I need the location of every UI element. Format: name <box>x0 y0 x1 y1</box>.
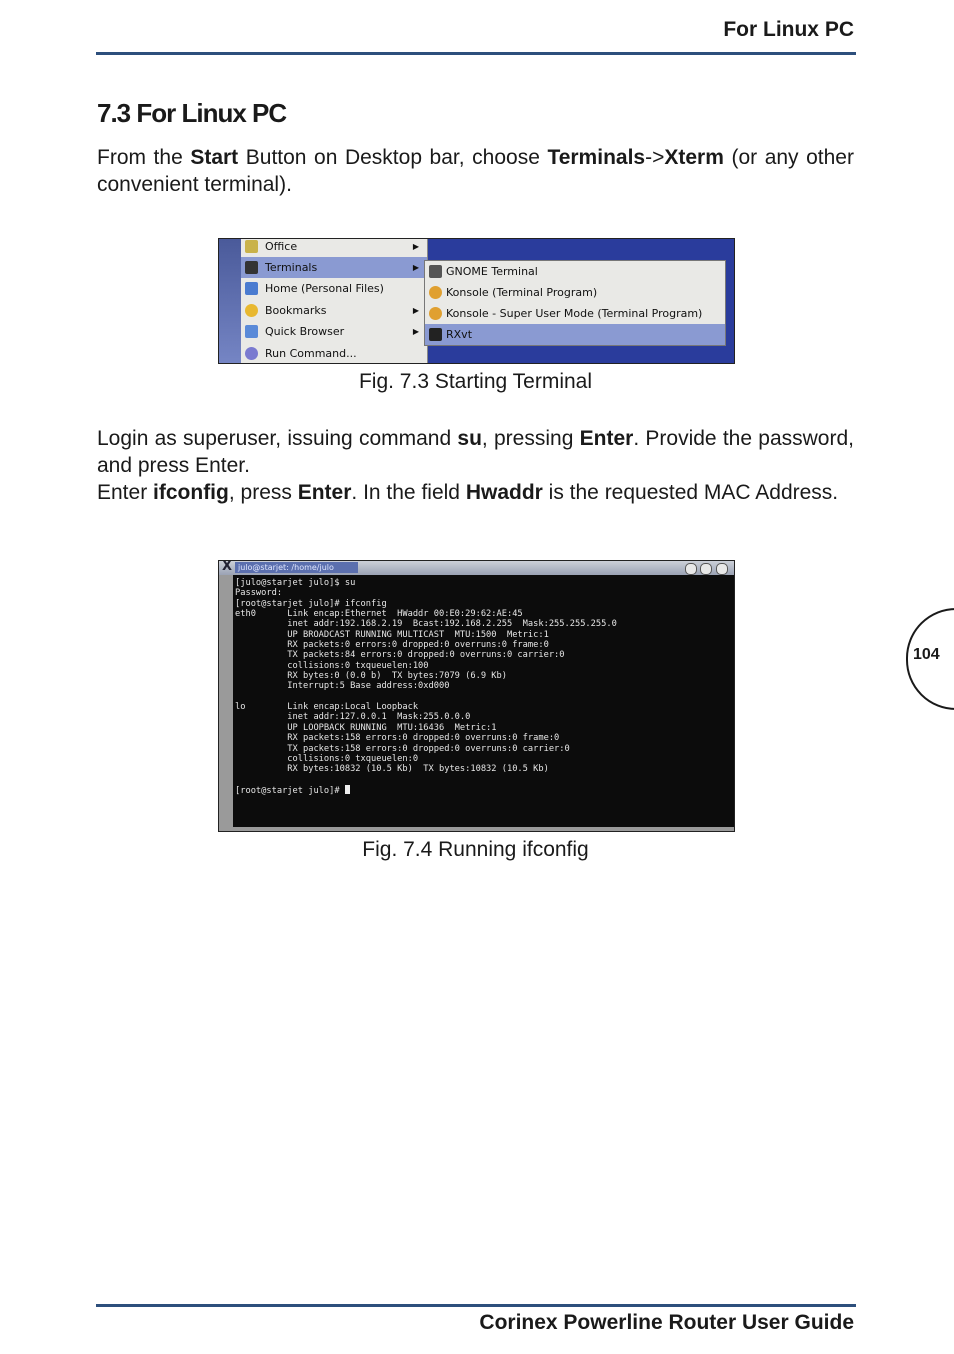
menu-item-label: Office <box>265 240 298 253</box>
terminals-submenu <box>424 260 726 346</box>
terminal-line: Interrupt:5 Base address:0xd000 <box>235 681 450 692</box>
terminal-titlebar <box>219 561 734 575</box>
terminal-cursor <box>345 785 350 794</box>
submenu-arrow-icon: ▶ <box>412 263 419 272</box>
submenu-item-label: Konsole (Terminal Program) <box>446 286 598 299</box>
terminal-icon <box>245 261 258 274</box>
terminal-scrollbar[interactable] <box>219 575 233 831</box>
terminal-line: UP BROADCAST RUNNING MULTICAST MTU:1500 Metric:1 <box>235 629 549 640</box>
menu-item-label: Home (Personal Files) <box>265 282 384 295</box>
x-logo-icon: X <box>222 560 233 574</box>
folder-icon <box>245 325 258 338</box>
office-icon <box>245 240 258 253</box>
terminal-line: [root@starjet julo]# <box>235 785 345 796</box>
submenu-item-konsole[interactable] <box>425 282 725 303</box>
rxvt-icon <box>429 328 442 341</box>
starting-terminal-screenshot <box>218 238 735 364</box>
terminal-output <box>235 578 617 796</box>
terminal-line: RX packets:158 errors:0 dropped:0 overruns:0 frame:0 <box>235 733 560 744</box>
terminal-line: TX packets:84 errors:0 dropped:0 overruns:0 carrier:0 <box>235 650 565 661</box>
home-folder-icon <box>245 282 258 295</box>
terminal-line: UP LOOPBACK RUNNING MTU:16436 Metric:1 <box>235 722 497 733</box>
submenu-item-label: GNOME Terminal <box>446 265 538 278</box>
section-title: 7.3 For Linux PC <box>97 98 287 128</box>
header-rule <box>96 52 856 55</box>
figure-caption: Fig. 7.4 Running ifconfig <box>362 838 589 861</box>
enter-term: Enter <box>297 481 352 504</box>
terminal-line: inet addr:192.168.2.19 Bcast:192.168.2.255 Mask:255.255.255.0 <box>235 619 617 630</box>
intro-arrow: -> <box>645 146 665 169</box>
figure-caption: Fig. 7.3 Starting Terminal <box>358 370 593 393</box>
submenu-item-label: Konsole - Super User Mode (Terminal Program) <box>446 307 703 320</box>
terminal-line: lo Link encap:Local Loopback <box>235 702 419 713</box>
menu-item-label: Bookmarks <box>265 304 327 317</box>
intro-text-2: Button on Desktop bar, choose <box>238 146 548 169</box>
gnome-terminal-icon <box>429 265 442 278</box>
hwaddr-term: Hwaddr <box>465 481 543 504</box>
terminal-line: eth0 Link encap:Ethernet HWaddr 00:E0:29:62:AE:45 <box>235 609 523 620</box>
konsole-icon <box>429 307 442 320</box>
menu-item-terminals[interactable] <box>241 257 427 278</box>
terminal-line: TX packets:158 errors:0 dropped:0 overruns:0 carrier:0 <box>235 743 570 754</box>
maximize-icon[interactable] <box>700 563 712 575</box>
terminal-line: RX packets:0 errors:0 dropped:0 overruns:0 frame:0 <box>235 640 549 651</box>
page-number: 104 <box>913 646 940 663</box>
submenu-item-gnome-terminal[interactable] <box>425 261 725 282</box>
su-term: su <box>457 427 482 450</box>
menu-item-label: Run Command... <box>265 347 357 360</box>
terminal-line: collisions:0 txqueuelen:100 <box>235 660 429 671</box>
menu-item-label: Terminals <box>265 261 318 274</box>
footer-title: Corinex Powerline Router User Guide <box>479 1311 854 1334</box>
start-menu-panel <box>241 239 428 363</box>
menu-item-quick-browser[interactable] <box>241 321 427 342</box>
submenu-item-rxvt[interactable] <box>425 324 725 345</box>
menu-item-run-command[interactable] <box>241 343 427 364</box>
terminal-line: collisions:0 txqueuelen:0 <box>235 753 419 764</box>
intro-text-1: From the <box>97 146 191 169</box>
submenu-arrow-icon: ▶ <box>412 242 419 251</box>
run-command-icon <box>245 347 258 360</box>
start-menu-sidebar <box>219 239 241 363</box>
terminal-bottom-border <box>233 827 734 831</box>
terminal-line: RX bytes:10832 (10.5 Kb) TX bytes:10832 (10.5 Kb) <box>235 764 549 775</box>
login-paragraph <box>97 425 854 479</box>
ifconfig-text-4: is the requested MAC Address. <box>542 481 839 504</box>
konsole-icon <box>429 286 442 299</box>
bookmark-star-icon <box>245 304 258 317</box>
minimize-icon[interactable] <box>685 563 697 575</box>
login-text-1: Login as superuser, issuing command <box>97 427 458 450</box>
xterm-term: Xterm <box>664 146 724 169</box>
start-term: Start <box>190 146 239 169</box>
ifconfig-text-1: Enter <box>97 481 154 504</box>
terminal-window-title: julo@starjet: /home/julo <box>235 562 358 573</box>
submenu-item-label: RXvt <box>446 328 473 341</box>
menu-item-home[interactable] <box>241 278 427 299</box>
submenu-item-konsole-super-user[interactable] <box>425 303 725 324</box>
terminal-line: inet addr:127.0.0.1 Mask:255.0.0.0 <box>235 712 471 723</box>
terminal-line: Password: <box>235 588 283 599</box>
login-text-2: , pressing <box>481 427 580 450</box>
ifconfig-paragraph <box>97 479 854 506</box>
menu-item-label: Quick Browser <box>265 325 345 338</box>
menu-item-office[interactable] <box>241 238 427 257</box>
terminal-line: RX bytes:0 (0.0 b) TX bytes:7079 (6.9 Kb) <box>235 671 507 682</box>
submenu-arrow-icon: ▶ <box>412 327 419 336</box>
terminals-term: Terminals <box>547 146 646 169</box>
terminal-line: [root@starjet julo]# ifconfig <box>235 598 387 609</box>
intro-paragraph <box>97 144 854 198</box>
ifconfig-text-3: . In the field <box>351 481 466 504</box>
terminal-line: [julo@starjet julo]$ su <box>235 578 356 588</box>
ifconfig-term: ifconfig <box>153 481 229 504</box>
ifconfig-text-2: , press <box>228 481 298 504</box>
running-header: For Linux PC <box>723 18 854 41</box>
enter-term: Enter <box>579 427 634 450</box>
menu-item-bookmarks[interactable] <box>241 300 427 321</box>
footer-rule <box>96 1304 856 1307</box>
close-icon[interactable] <box>716 563 728 575</box>
submenu-arrow-icon: ▶ <box>412 306 419 315</box>
login-text-3: . Provide the password, and press Enter. <box>97 427 854 477</box>
running-ifconfig-screenshot <box>218 560 735 832</box>
intro-text-4: (or any other convenient terminal). <box>97 146 854 196</box>
